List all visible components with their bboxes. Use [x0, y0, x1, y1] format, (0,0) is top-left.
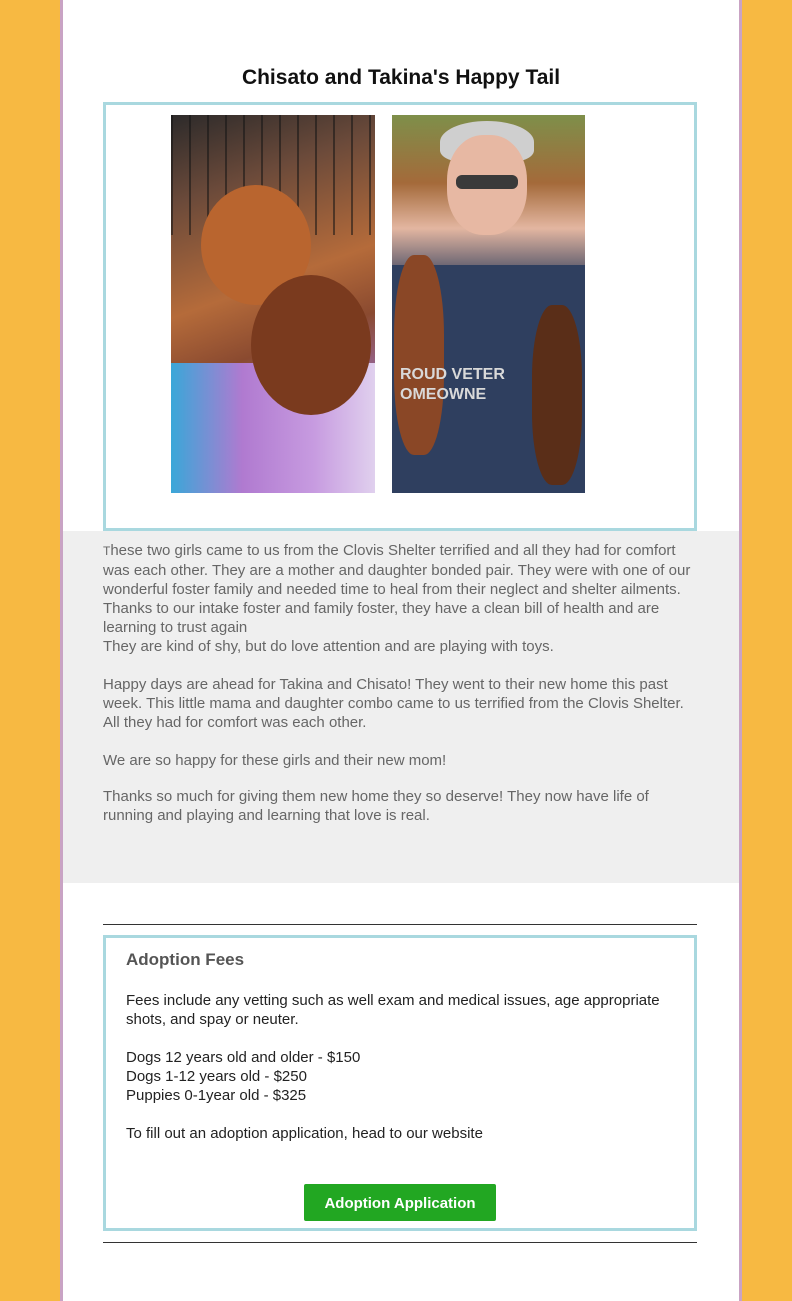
email-content	[60, 0, 742, 1301]
divider-bottom	[103, 1242, 697, 1243]
dog-takina	[251, 275, 371, 415]
fees-intro: Fees include any vetting such as well exam and medical issues, age appropriate shots, and spay or neuter.	[126, 992, 660, 1028]
fee-item: Dogs 12 years old and older - $150	[126, 1049, 361, 1066]
fee-item: Dogs 1-12 years old - $250	[126, 1068, 307, 1085]
story-paragraph-5: Thanks so much for giving them new home they so deserve! They now have life of running and playing and learning that love is real.	[103, 788, 649, 824]
story-paragraph-4: We are so happy for these girls and their new mom!	[103, 752, 447, 769]
fees-title: Adoption Fees	[126, 950, 245, 969]
adopter-photo	[392, 115, 585, 493]
page-title: Chisato and Takina's Happy Tail	[241, 66, 561, 89]
dogs-in-crate-photo	[171, 115, 375, 493]
fees-cta-text: To fill out an adoption application, head to our website	[126, 1125, 483, 1142]
fees-text	[126, 991, 666, 1143]
shirt-text: ROUD VETER OMEOWNE	[400, 366, 505, 403]
dog-right-held	[532, 305, 582, 485]
photo-frame	[103, 102, 697, 531]
adoption-application-button[interactable]: Adoption Application	[304, 1184, 496, 1221]
story-text	[103, 541, 693, 825]
glasses	[456, 175, 518, 189]
story-paragraph-3: Happy days are ahead for Takina and Chisato! They went to their new home this past week. This little mama and daughter combo came to us terrified from the Clovis Shelter. All they had for comfort was each other.	[103, 676, 684, 731]
story-paragraph-2: They are kind of shy, but do love attention and are playing with toys.	[103, 638, 554, 655]
adoption-fees-box	[103, 935, 697, 1231]
divider-top	[103, 924, 697, 925]
story-paragraph-1: These two girls came to us from the Clovis Shelter terrified and all they had for comfort was each other. They are a mother and daughter bonded pair. They were with one of our wonderful foster family and needed time to heal from their neglect and shelter ailments. Thanks to our intake foster and family foster, they have a clean bill of health and are learning to trust again	[103, 542, 691, 636]
fee-item: Puppies 0-1year old - $325	[126, 1087, 307, 1104]
dog-left-held	[394, 255, 444, 455]
